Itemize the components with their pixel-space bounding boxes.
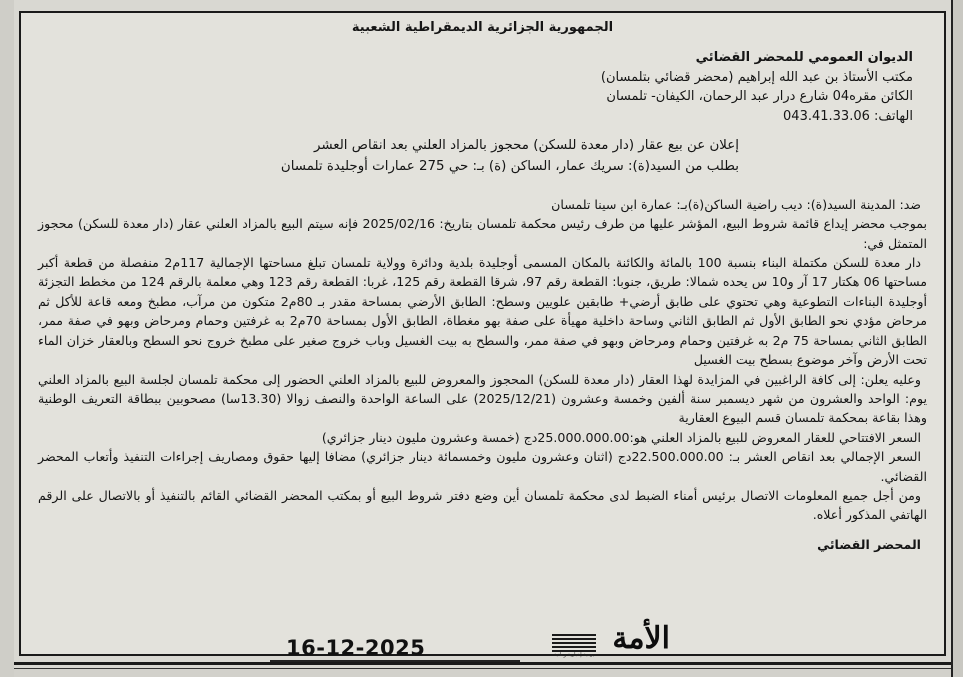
newspaper-logo — [552, 621, 670, 660]
date-underline — [270, 634, 520, 662]
announcement-requester: بطلب من السيد(ة): سريك عمار، الساكن (ة) بـ: حي 275 عمارات أوجليدة تلمسان — [280, 159, 739, 175]
office-title: الديوان العمومي للمحضر القضائي — [695, 50, 913, 66]
publication-date: 16-12-2025 — [286, 636, 426, 660]
office-phone: الهاتف: 043.41.33.06 — [783, 108, 913, 124]
notice-footer — [270, 621, 690, 660]
newspaper-logo-tagline: يومية إخبارية وطنية — [554, 652, 595, 658]
republic-heading: الجمهورية الجزائرية الديمقراطية الشعبية — [351, 20, 614, 35]
next-section-edge — [14, 668, 951, 677]
office-address: الكائن مقره04 شارع درار عبد الرحمان، الكيفان- تلمسان — [606, 89, 913, 105]
bottom-divider — [14, 662, 951, 665]
paragraph-sale-basis: بموجب محضر إيداع قائمة شروط البيع، المؤشر عليها من طرف رئيس محكمة تلمسان بتاريخ: 2025/02/16 فإنه سيتم البيع بالمزاد العلني عقار (دار معدة للسكن) محجوز المتمثل في: — [38, 216, 927, 251]
notice-content — [36, 14, 929, 554]
paragraph-total-price: السعر الإجمالي بعد انقاص العشر بـ: 22.500.000.00دج (اثنان وعشرون مليون وخمسمائة دينار جزائري) مضافا إليها حقوق ومصاريف إجراءات التنفيذ وأتعاب المحضر القضائي. — [38, 449, 927, 484]
announcement-title: إعلان عن بيع عقار (دار معدة للسكن) محجوز بالمزاد العلني بعد انقاص العشر — [313, 138, 739, 154]
paragraph-opening-price: السعر الافتتاحي للعقار المعروض للبيع بالمزاد العلني هو:25.000.000.00دج (خمسة وعشرون مليون دينار جزائري) — [321, 429, 921, 445]
adjacent-column-edge — [951, 0, 963, 677]
paragraph-auction-announcement: وعليه يعلن: إلى كافة الراغبين في المزايدة لهذا العقار (دار معدة للسكن) المحجوز والمعروض للبيع بالمزاد العلني الحضور إلى محكمة تلمسان لجلسة البيع بالمزاد العلني يوم: الواحد والعشرون من شهر ديسمبر سنة ألفين وخمسة وعشرون (2025/12/21) على الساعة الواحدة والنصف زوالا (13.30سا) مصحوبين ببطاقة التعريف الوطنية وهذا بقاعة بمحكمة تلمسان قسم البيوع العقارية — [38, 371, 927, 426]
newspaper-logo-wordmark: الأمة — [612, 621, 670, 656]
logo-stripes-icon — [552, 632, 596, 652]
bailiff-signature: المحضر القضائي — [817, 536, 921, 552]
defendant-line: ضد: المدينة السيد(ة): ديب راضية الساكن(ة)بـ: عمارة ابن سينا تلمسان — [551, 196, 921, 212]
paragraph-property-description: دار معدة للسكن مكتملة البناء بنسبة 100 بالمائة والكائنة بالمكان المسمى أوجليدة بلدية ودائرة وولاية تلمسان تبلغ مساحتها الإجمالية 117م2 منفصلة من قطعة أكبر مساحتها 06 هكتار 17 آر و10 س يحده شمالا: طريق، جنوبا: القطعة رقم 97، شرقا القطعة رقم 125، غربا: القطعة رقم 123 وهي معلمة بالرقم 124 من مخطط التجزئة أوجليدة البناءات التطوعية وهي تحتوي على طابق أرضي+ طابقين علويين وسطح: الطابق الأرضي بمساحة مقدر بـ 80م2 متكون من مرآب، مطبخ ومعه قاعة للأكل ثم مرحاض مؤدي نحو الطابق الأول ثم الطابق الثاني وساحة داخلية مهيأة على صفة بهو مغطاة، الطابق الأول بمساحة 70م2 به غرفتين وحمام ومرحاض وبهو في صفة ممر، الطابق الثاني بمساحة 75 م2 به غرفتين وحمام ومرحاض وبهو في صفة ممر، والسطح به بيت الغسيل وباب خروج صغير على مطبخ خروج نحو السطح وبالعقار خزان الماء تحت الأرض وآخر موضوع بسطح بيت الغسيل — [38, 255, 928, 368]
paragraph-contact-info: ومن أجل جميع المعلومات الاتصال برئيس أمناء الضبط لدى محكمة تلمسان أين وضع دفتر شروط البيع أو بمكتب المحضر القضائي القائم بالتنفيذ أو بالاتصال على الرقم الهاتفي المذكور أعلاه. — [38, 487, 927, 523]
left-margin-strip — [0, 0, 14, 677]
office-bailiff-name: مكتب الأستاذ بن عبد الله إبراهيم (محضر قضائي بتلمسان) — [600, 69, 913, 85]
